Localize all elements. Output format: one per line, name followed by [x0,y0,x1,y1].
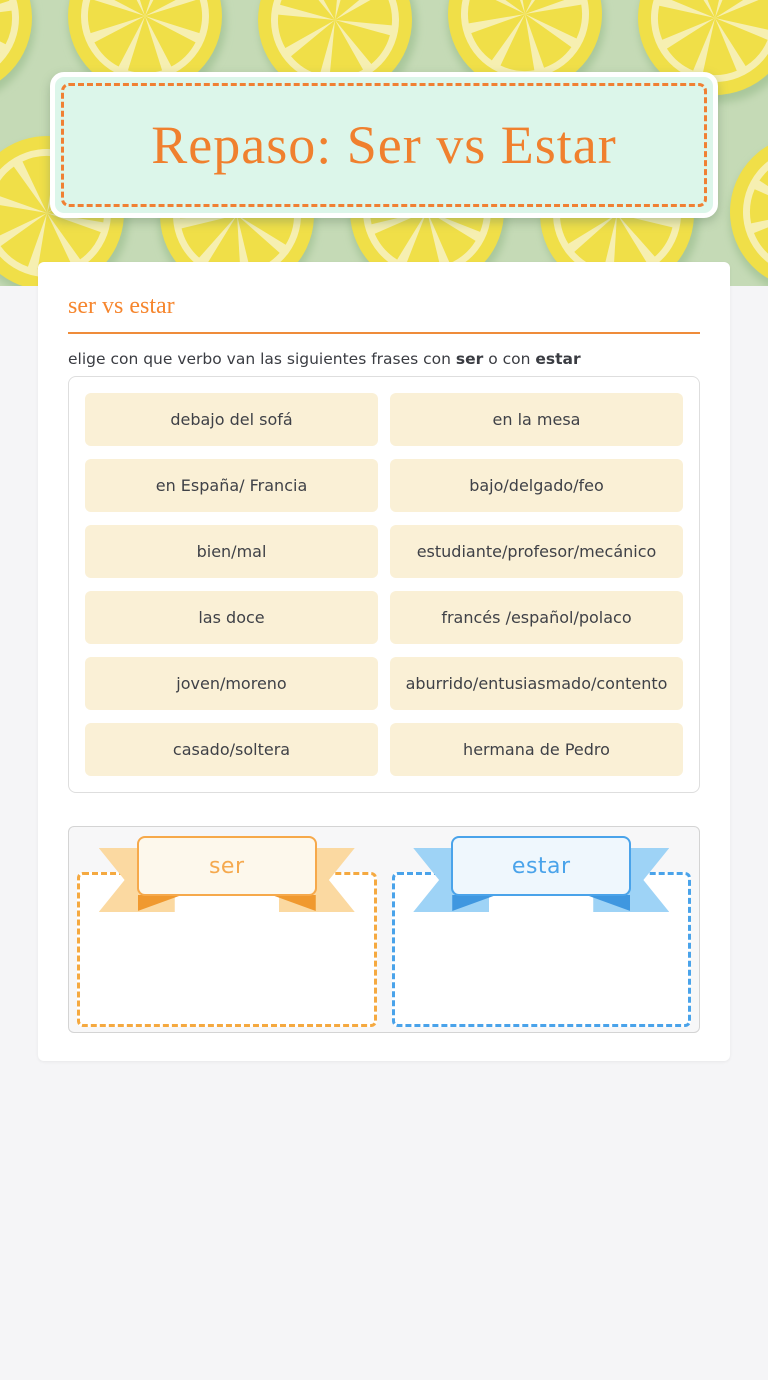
ser-category-label: ser [137,836,317,896]
draggable-phrase[interactable]: estudiante/profesor/mecánico [390,525,683,578]
draggable-phrase[interactable]: francés /español/polaco [390,591,683,644]
draggable-phrase[interactable]: debajo del sofá [85,393,378,446]
title-dashed-frame [61,83,707,207]
instruction-text: elige con que verbo van las siguientes frases con [68,350,456,368]
draggable-phrase[interactable]: bien/mal [85,525,378,578]
estar-ribbon [413,836,669,912]
draggable-phrase[interactable]: bajo/delgado/feo [390,459,683,512]
ser-ribbon [99,836,355,912]
draggable-phrase[interactable]: joven/moreno [85,657,378,710]
drop-zone-ser [77,853,377,1027]
draggable-phrase[interactable]: hermana de Pedro [390,723,683,776]
instruction-mid: o con [483,350,536,368]
header-band [0,0,768,286]
draggable-phrase[interactable]: aburrido/entusiasmado/contento [390,657,683,710]
worksheet-title-card [50,72,718,218]
draggable-phrase[interactable]: las doce [85,591,378,644]
draggable-phrase[interactable]: casado/soltera [85,723,378,776]
question-title: ser vs estar [68,293,175,319]
instruction-bold-ser: ser [455,350,484,368]
word-bank [68,376,700,793]
question-instruction [68,348,700,370]
sort-area [68,826,700,1033]
draggable-phrase[interactable]: en la mesa [390,393,683,446]
estar-category-label: estar [451,836,631,896]
question-card [38,262,730,1061]
worksheet-title: Repaso: Ser vs Estar [151,115,617,175]
draggable-phrase[interactable]: en España/ Francia [85,459,378,512]
instruction-bold-estar: estar [535,350,581,368]
title-underline [68,332,700,334]
drop-zone-estar [392,853,692,1027]
